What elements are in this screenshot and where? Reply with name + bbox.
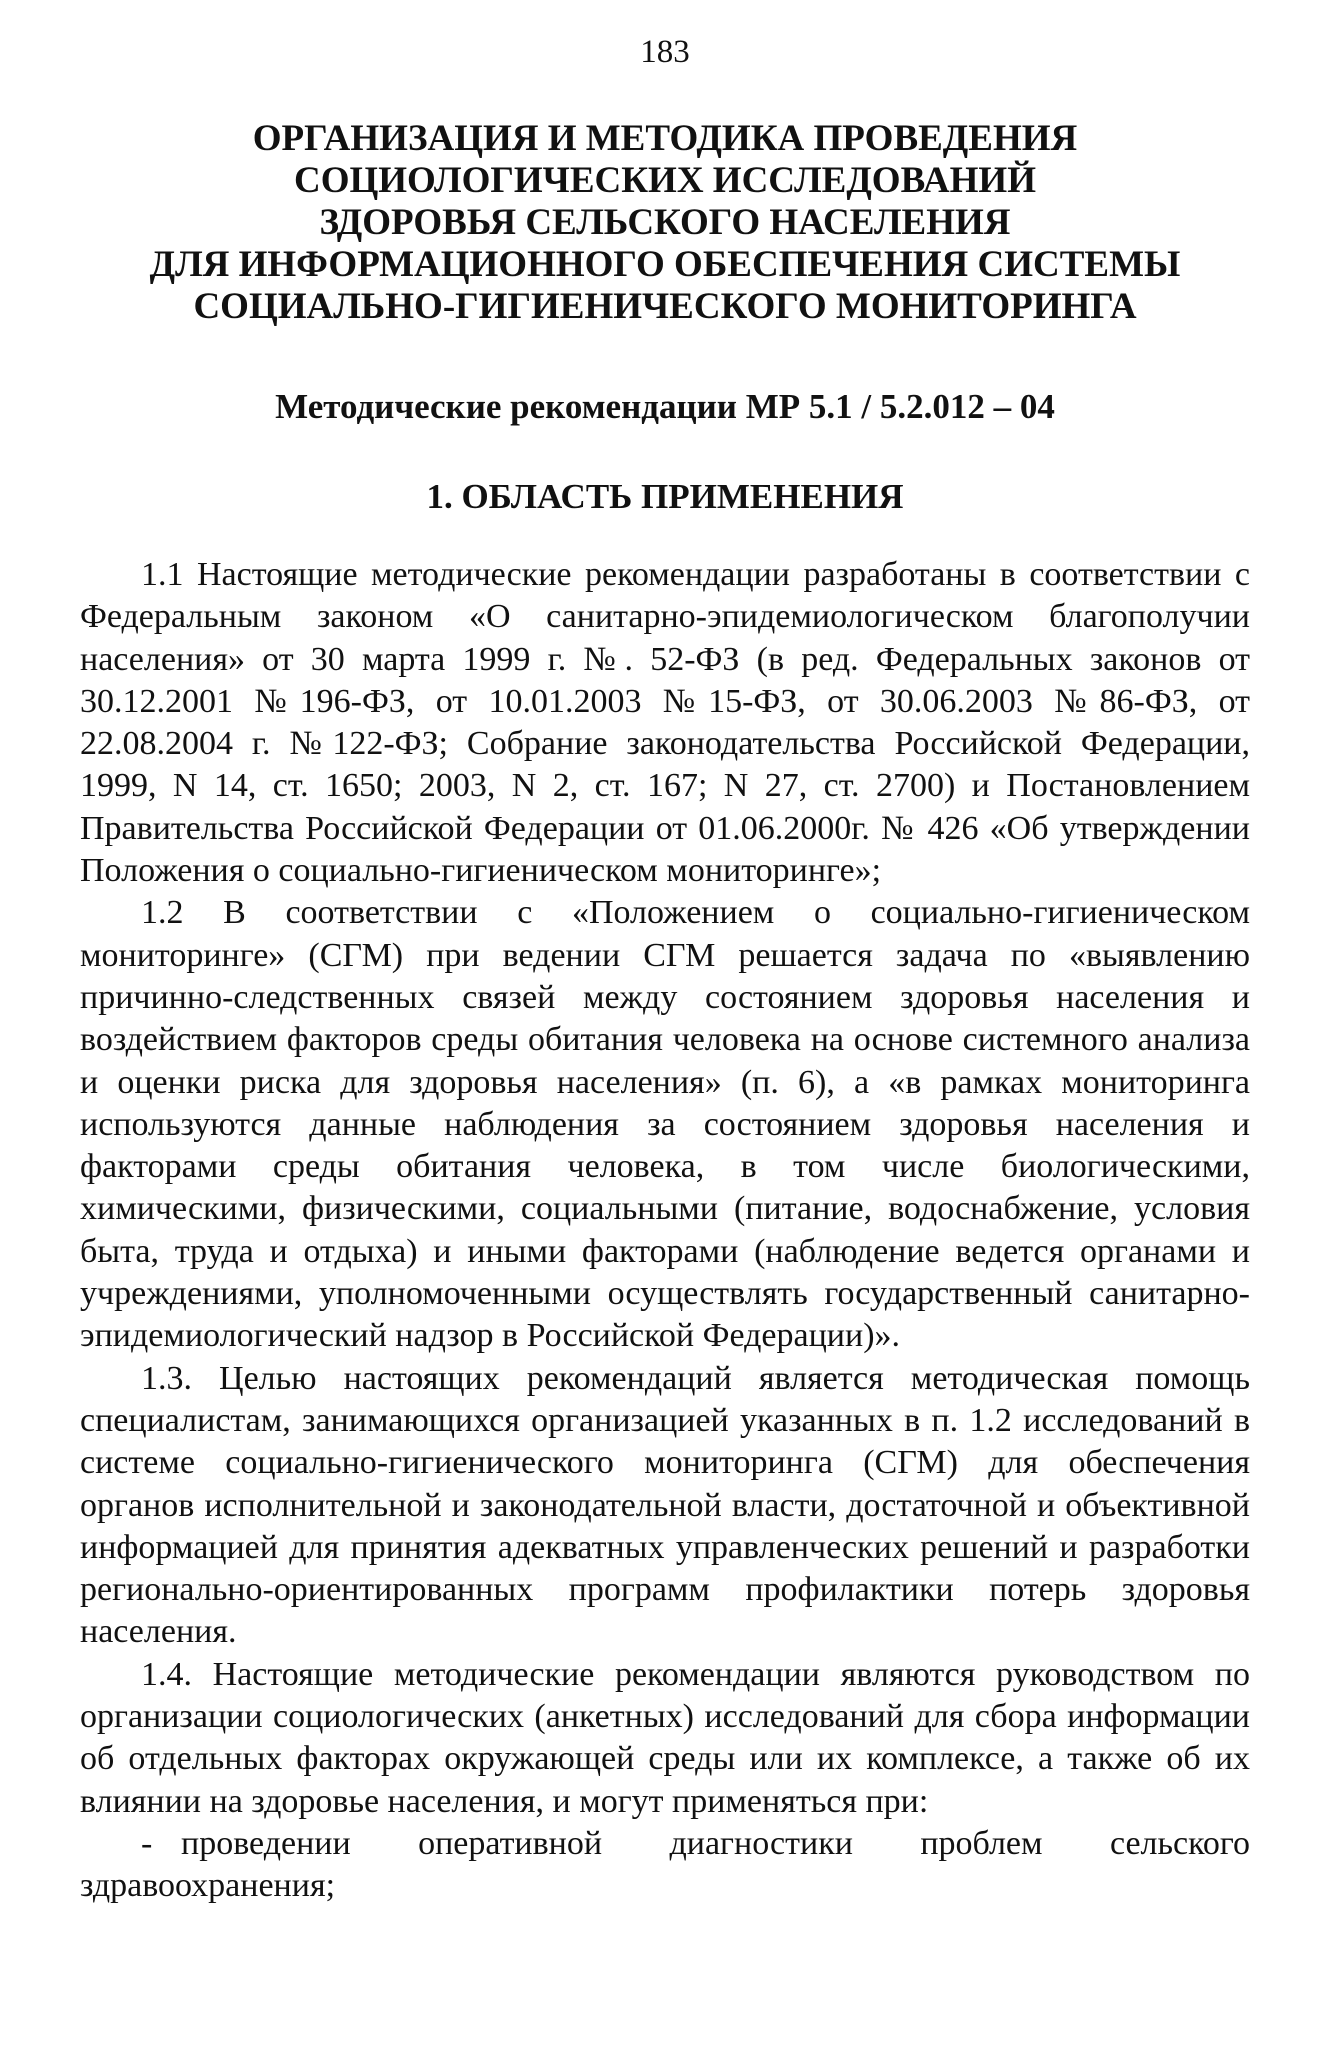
title-line: СОЦИОЛОГИЧЕСКИХ ИССЛЕДОВАНИЙ <box>294 160 1036 201</box>
title-line: ДЛЯ ИНФОРМАЦИОННОГО ОБЕСПЕЧЕНИЯ СИСТЕМЫ <box>149 244 1181 285</box>
title-line: СОЦИАЛЬНО-ГИГИЕНИЧЕСКОГО МОНИТОРИНГА <box>193 286 1137 327</box>
list-bullet: - <box>141 1824 153 1862</box>
list-item-text: проведении оперативной диагностики проблем сельского здравоохранения; <box>80 1824 1250 1905</box>
section-body <box>80 554 1250 1908</box>
document-page <box>80 22 1250 1908</box>
section-heading: 1. ОБЛАСТЬ ПРИМЕНЕНИЯ <box>426 477 904 516</box>
list-item <box>80 1823 1250 1908</box>
paragraph-1-1: 1.1 Настоящие методические рекомендации разработаны в соответствии с Федеральным законом «О санитарно-эпидемиологическом благополучии населения» от 30 марта 1999 г. №. 52-ФЗ (в ред. Федеральных законов от 30.12.2001 №196-ФЗ, от 10.01.2003 №15-ФЗ, от 30.06.2003 №86-ФЗ, от 22.08.2004 г. №122-ФЗ; Собрание законодательства Российской Федерации, 1999, N 14, ст. 1650; 2003, N 2, ст. 167; N 27, ст. 2700) и Постановлением Правительства Российской Федерации от 01.06.2000г. № 426 «Об утверждении Положения о социально-гигиеническом мониторинге»; <box>80 556 1250 890</box>
document-subtitle: Методические рекомендации МР 5.1 / 5.2.012 – 04 <box>275 387 1055 426</box>
paragraph-1-4: 1.4. Настоящие методические рекомендации являются руководством по организации социологических (анкетных) исследований для сбора информации об отдельных факторах окружающей среды или их комплексе, а также об их влиянии на здоровье населения, и могут применяться при: <box>80 1655 1250 1820</box>
paragraph-1-2: 1.2 В соответствии с «Положением о социально-гигиеническом мониторинге» (СГМ) при ведении СГМ решается задача по «выявлению причинно-следственных связей между состоянием здоровья населения и воздействием факторов среды обитания человека на основе системного анализа и оценки риска для здоровья населения» (п. 6), а «в рамках мониторинга используются данные наблюдения за состоянием здоровья населения и факторами среды обитания человека, в том числе биологическими, химическими, физическими, социальными (питание, водоснабжение, условия быта, труда и отдыха) и иными факторами (наблюдение ведется органами и учреждениями, уполномоченными осуществлять государственный санитарно-эпидемиологический надзор в Российской Федерации)». <box>80 894 1250 1355</box>
title-line: ЗДОРОВЬЯ СЕЛЬСКОГО НАСЕЛЕНИЯ <box>319 202 1011 243</box>
page-number: 183 <box>640 34 690 70</box>
paragraph-1-3: 1.3. Целью настоящих рекомендаций является методическая помощь специалистам, занимающихся организацией указанных в п. 1.2 исследований в системе социально-гигиенического мониторинга (СГМ) для обеспечения органов исполнительной и законодательной власти, достаточной и объективной информацией для принятия адекватных управленческих решений и разработки регионально-ориентированных программ профилактики потерь здоровья населения. <box>80 1359 1250 1651</box>
title-line: ОРГАНИЗАЦИЯ И МЕТОДИКА ПРОВЕДЕНИЯ <box>252 118 1078 159</box>
document-title <box>80 118 1250 328</box>
